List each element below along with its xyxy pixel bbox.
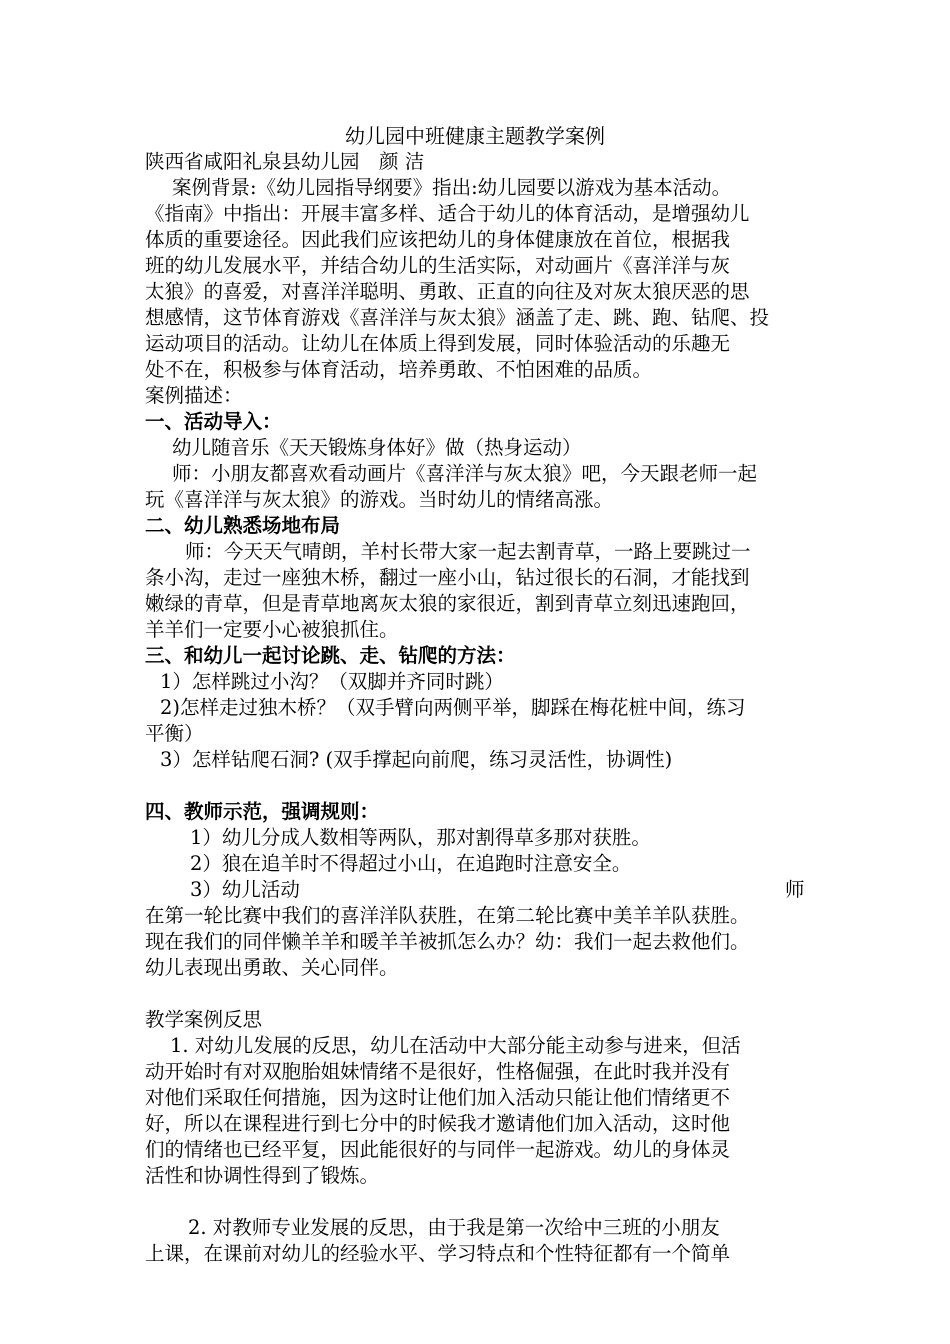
background-line: 体质的重要途径。因此我们应该把幼儿的身体健康放在首位，根据我 xyxy=(145,228,731,251)
reflection-line: 对他们采取任何措施，因为这时让他们加入活动只能让他们情绪更不 xyxy=(145,1086,731,1109)
section-line: 幼儿表现出勇敢、关心同伴。 xyxy=(145,956,399,979)
background-line: 班的幼儿发展水平，并结合幼儿的生活实际，对动画片《喜洋洋与灰 xyxy=(145,254,731,277)
description-label: 案例描述： xyxy=(145,384,243,407)
section-heading: 一、活动导入： xyxy=(145,410,282,433)
author-line: 陕西省咸阳礼泉县幼儿园 颜 洁 xyxy=(145,150,425,173)
reflection-line: 动开始时有对双胞胎姐妹情绪不是很好，性格倔强，在此时我并没有 xyxy=(145,1060,731,1083)
section-line: 1）怎样跳过小沟？（双脚并齐同时跳） xyxy=(160,670,504,693)
document-title: 幼儿园中班健康主题教学案例 xyxy=(345,124,605,148)
section-line: 幼儿随音乐《天天锻炼身体好》做（热身运动） xyxy=(172,436,582,459)
background-line: 想感情，这节体育游戏《喜洋洋与灰太狼》涵盖了走、跳、跑、钻爬、投 xyxy=(145,306,770,329)
reflection-line: 们的情绪也已经平复，因此能很好的与同伴一起游戏。幼儿的身体灵 xyxy=(145,1138,731,1161)
section-line: 嫩绿的青草，但是青草地离灰太狼的家很近，割到青草立刻迅速跑回， xyxy=(145,592,750,615)
section-line: 师：今天天气晴朗，羊村长带大家一起去割青草，一路上要跳过一 xyxy=(185,540,751,563)
section-heading: 四、教师示范，强调规则： xyxy=(145,800,380,823)
reflection-heading: 教学案例反思 xyxy=(145,1008,263,1031)
section-line: 条小沟，走过一座独木桥，翻过一座小山，钻过很长的石洞，才能找到 xyxy=(145,566,750,589)
reflection-line: 活性和协调性得到了锻炼。 xyxy=(145,1164,380,1187)
background-line: 案例背景:《幼儿园指导纲要》指出:幼儿园要以游戏为基本活动。 xyxy=(172,176,732,199)
section-line: 玩《喜洋洋与灰太狼》的游戏。当时幼儿的情绪高涨。 xyxy=(145,488,614,511)
section-line: 平衡） xyxy=(145,722,204,745)
section-line: 现在我们的同伴懒羊羊和暖羊羊被抓怎么办？幼：我们一起去救他们。 xyxy=(145,930,750,953)
section-line: 2）狼在追羊时不得超过小山，在追跑时注意安全。 xyxy=(190,852,632,875)
reflection-line: 好，所以在课程进行到七分中的时候我才邀请他们加入活动，这时他 xyxy=(145,1112,731,1135)
reflection-line: 2. 对教师专业发展的反思，由于我是第一次给中三班的小朋友 xyxy=(188,1216,720,1239)
background-line: 《指南》中指出：开展丰富多样、适合于幼儿的体育活动，是增强幼儿 xyxy=(145,202,750,225)
reflection-line: 1. 对幼儿发展的反思，幼儿在活动中大部分能主动参与进来，但活 xyxy=(170,1034,741,1057)
section-line: 3）怎样钻爬石洞? (双手撑起向前爬，练习灵活性，协调性) xyxy=(160,748,673,771)
background-line: 处不在，积极参与体育活动，培养勇敢、不怕困难的品质。 xyxy=(145,358,653,381)
section-line: 师 xyxy=(785,878,805,901)
section-heading: 二、幼儿熟悉场地布局 xyxy=(145,514,341,537)
section-line: 羊羊们一定要小心被狼抓住。 xyxy=(145,618,399,641)
section-line: 3）幼儿活动 xyxy=(190,878,300,901)
section-line: 2)怎样走过独木桥？（双手臂向两侧平举，脚踩在梅花桩中间，练习 xyxy=(160,696,746,719)
section-line: 在第一轮比赛中我们的喜洋洋队获胜，在第二轮比赛中美羊羊队获胜。 xyxy=(145,904,750,927)
section-heading: 三、和幼儿一起讨论跳、走、钻爬的方法： xyxy=(145,644,516,667)
section-line: 1）幼儿分成人数相等两队，那对割得草多那对获胜。 xyxy=(190,826,651,849)
background-line: 运动项目的活动。让幼儿在体质上得到发展，同时体验活动的乐趣无 xyxy=(145,332,731,355)
reflection-line: 上课，在课前对幼儿的经验水平、学习特点和个性特征都有一个简单 xyxy=(145,1242,731,1265)
background-line: 太狼》的喜爱，对喜洋洋聪明、勇敢、正直的向往及对灰太狼厌恶的思 xyxy=(145,280,750,303)
section-line: 师：小朋友都喜欢看动画片《喜洋洋与灰太狼》吧，今天跟老师一起 xyxy=(172,462,758,485)
